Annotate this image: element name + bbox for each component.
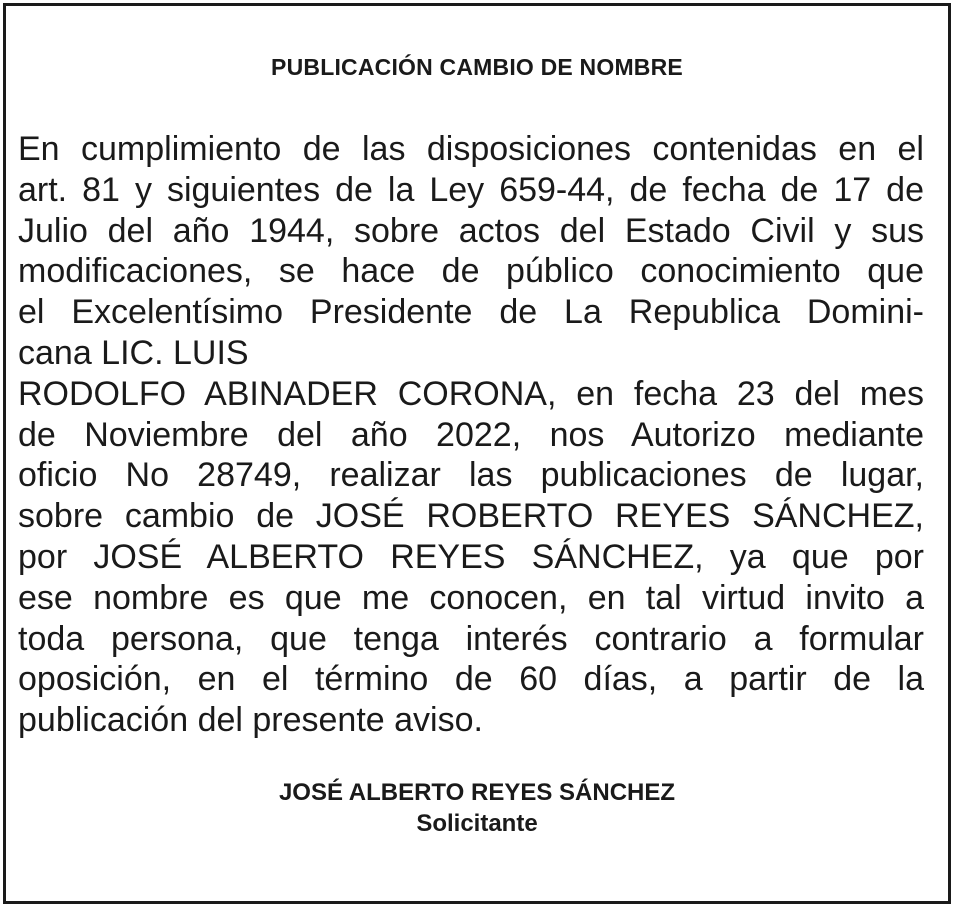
body-line: Julio del año 1944, sobre actos del Estado Civil y sus [18, 211, 924, 250]
body-line: modificaciones, se hace de público conocimiento que [18, 252, 924, 291]
notice-title: PUBLICACIÓN CAMBIO DE NOMBRE [271, 54, 683, 80]
body-line: ese nombre es que me conocen, en tal virtud invito a [18, 578, 924, 617]
body-line: el Excelentísimo Presidente de La Republica Domini- [18, 293, 924, 332]
body-line: RODOLFO ABINADER CORONA, en fecha 23 del mes [18, 374, 924, 413]
notice-body [18, 129, 924, 741]
signature-role: Solicitante [416, 810, 538, 837]
body-line: oficio No 28749, realizar las publicaciones de lugar, [18, 456, 924, 495]
signature-name: JOSÉ ALBERTO REYES SÁNCHEZ [278, 779, 676, 806]
body-line: de Noviembre del año 2022, nos Autorizo mediante [18, 415, 924, 454]
body-line: En cumplimiento de las disposiciones contenidas en el [18, 130, 924, 168]
body-line: por JOSÉ ALBERTO REYES SÁNCHEZ, ya que por [18, 537, 924, 576]
body-line: sobre cambio de JOSÉ ROBERTO REYES SÁNCHEZ, [18, 497, 924, 536]
body-line: oposición, en el término de 60 días, a partir de la [18, 660, 924, 699]
body-line: publicación del presente aviso. [18, 701, 483, 740]
body-line: art. 81 y siguientes de la Ley 659-44, de fecha de 17 de [18, 170, 924, 209]
body-line: toda persona, que tenga interés contrario a formular [18, 619, 924, 658]
body-line: cana LIC. LUIS [18, 333, 249, 372]
